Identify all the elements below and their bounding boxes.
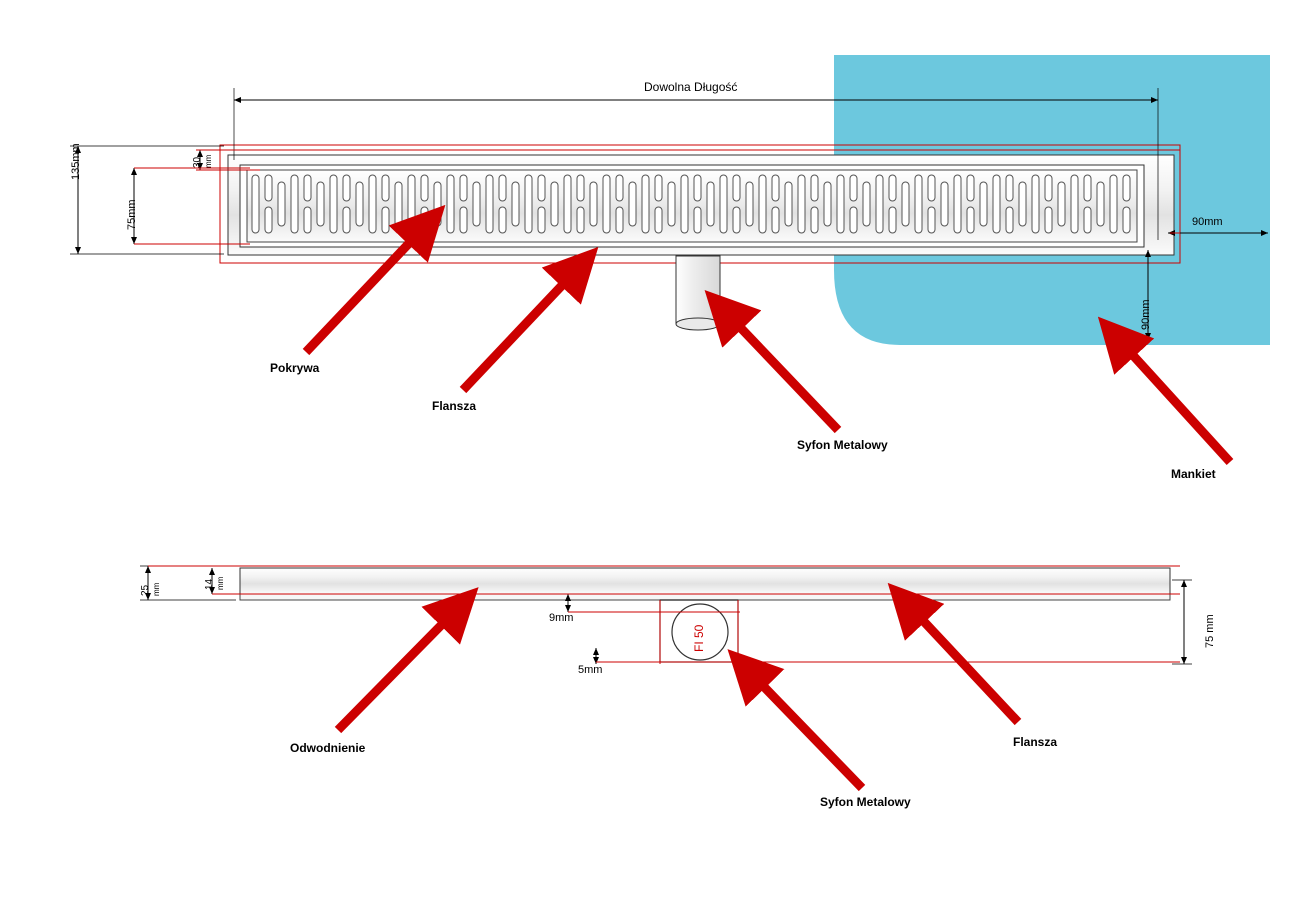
top-view-grate [247,170,1137,242]
callout-flansza-top: Flansza [432,399,477,413]
dim-30: 30 [192,156,203,168]
top-view-outlet [676,256,720,330]
dim-30-unit: mm [204,154,213,168]
dim-pipe-fi50: FI 50 [692,624,706,652]
dim-overall-length: Dowolna Długość [644,80,738,94]
dim-90mm-horizontal: 90mm [1192,216,1223,228]
callout-pokrywa: Pokrywa [270,361,320,375]
dim-75mm-side: 75 mm [1204,614,1216,648]
callout-mankiet: Mankiet [1171,467,1216,481]
callout-syfon-metalowy-side: Syfon Metalowy [820,795,911,809]
dim-14-unit: mm [216,576,225,590]
dim-9mm: 9mm [549,612,574,624]
dim-90mm-vertical: 90mm [1140,299,1152,330]
callout-syfon-metalowy-top: Syfon Metalowy [797,438,888,452]
callout-odwodnienie: Odwodnienie [290,741,366,755]
dim-75mm: 75mm [126,199,138,230]
dim-135mm: 135mm [70,143,82,180]
dim-14: 14 [204,578,215,590]
dim-25: 25 [140,584,151,596]
dim-25-unit: mm [152,582,161,596]
dim-5mm: 5mm [578,664,603,676]
callout-flansza-side: Flansza [1013,735,1058,749]
